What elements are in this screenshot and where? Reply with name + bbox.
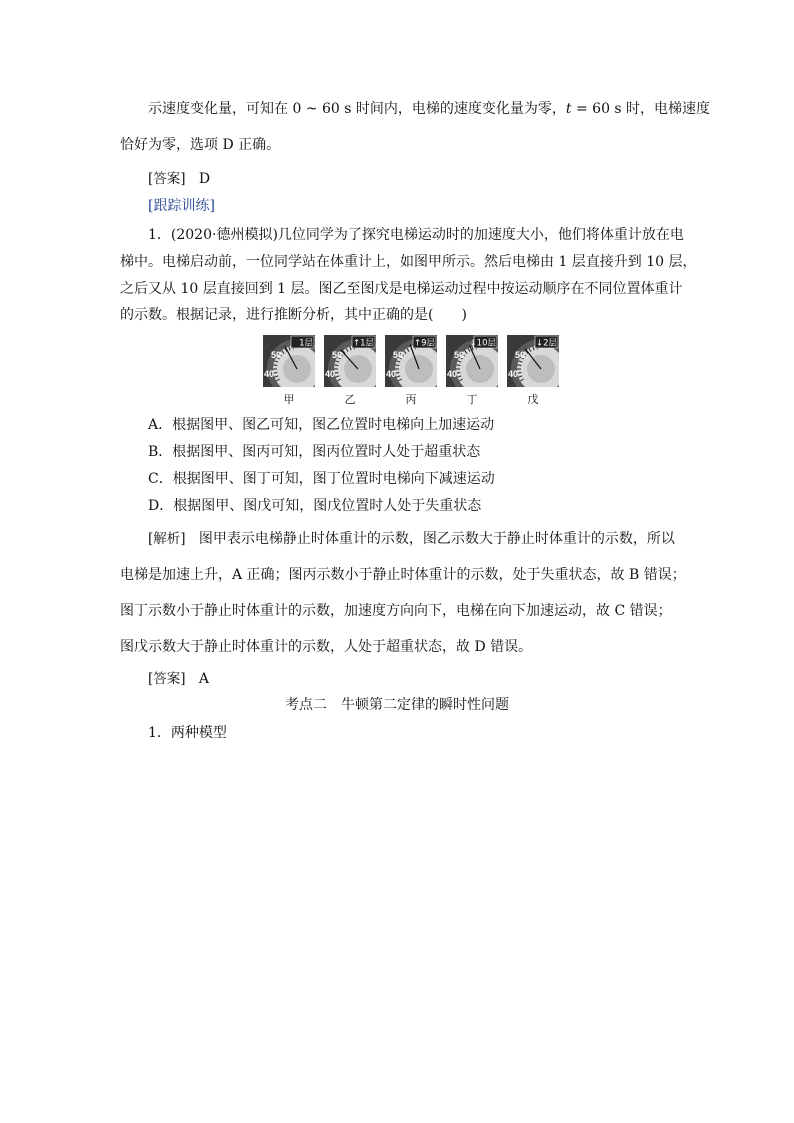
analysis-line — [148, 531, 675, 547]
scale-dial-image — [324, 335, 376, 387]
subsection-title: 1．两种模型 — [148, 725, 227, 741]
option-d: D．根据图甲、图戊可知，图戊位置时人处于失重状态 — [148, 498, 482, 514]
answer-label: [答案] — [148, 171, 186, 187]
dial-tick — [517, 365, 521, 366]
dial-label-50: 50 — [332, 350, 343, 360]
dial-label-50: 50 — [393, 350, 404, 360]
analysis-text: 图甲表示电梯静止时体重计的示数，图乙示数大于静止时体重计的示数，所以 — [198, 531, 675, 547]
paragraph-line: 恰好为零，选项 D 正确。 — [120, 137, 281, 153]
scale-dial-image — [446, 335, 498, 387]
analysis-line: 图戊示数大于静止时体重计的示数，人处于超重状态，故 D 错误。 — [120, 639, 533, 655]
scale-photo-1 — [263, 335, 315, 387]
floor-label: 1层 — [299, 338, 313, 349]
question-line: 的示数。根据记录，进行推断分析，其中正确的是( ) — [120, 307, 467, 323]
dial-tick — [395, 365, 399, 366]
caption-bing: 丙 — [405, 393, 417, 406]
dial-label-40: 40 — [325, 369, 336, 379]
dial-label-50: 50 — [515, 350, 526, 360]
analysis-line: 图丁示数小于静止时体重计的示数，加速度方向向下，电梯在向下加速运动，故 C 错误； — [120, 603, 672, 619]
answer-line — [148, 171, 210, 187]
floor-label: ↓10层 — [469, 338, 496, 349]
floor-label: ↑1层 — [352, 338, 374, 349]
scale-photo-4 — [446, 335, 498, 387]
caption-yi: 乙 — [344, 393, 356, 406]
scale-photo-3 — [385, 335, 437, 387]
option-b: B．根据图甲、图丙可知，图丙位置时人处于超重状态 — [148, 444, 481, 460]
dial-tick — [273, 365, 277, 366]
floor-label: ↓2层 — [535, 338, 557, 349]
dial-tick — [334, 365, 338, 366]
dial-label-40: 40 — [264, 369, 275, 379]
option-a: A．根据图甲、图乙可知，图乙位置时电梯向上加速运动 — [148, 417, 495, 433]
dial-label-40: 40 — [386, 369, 397, 379]
option-c: C．根据图甲、图丁可知，图丁位置时电梯向下减速运动 — [148, 471, 495, 487]
question-line: 1．(2020·德州模拟)几位同学为了探究电梯运动时的加速度大小，他们将体重计放在电 — [148, 227, 684, 243]
caption-wu: 戊 — [527, 393, 539, 406]
analysis-label: [解析] — [148, 531, 186, 547]
scale-photo-5 — [507, 335, 559, 387]
section-title: 考点二 牛顿第二定律的瞬时性问题 — [285, 697, 509, 713]
text: 示速度变化量，可知在 0 ~ 60 s 时间内，电梯的速度变化量为零， — [148, 101, 566, 117]
dial-tick — [456, 365, 460, 366]
scale-dial-image — [385, 335, 437, 387]
scale-photo-2 — [324, 335, 376, 387]
paragraph-line — [148, 101, 710, 117]
answer-line — [148, 671, 209, 687]
variable-t: t — [565, 101, 572, 117]
floor-label: ↑9层 — [413, 338, 435, 349]
text: = 60 s 时，电梯速度 — [571, 101, 711, 117]
question-line: 之后又从 10 层直接回到 1 层。图乙至图戊是电梯运动过程中按运动顺序在不同位置体重计 — [120, 281, 683, 297]
dial-label-40: 40 — [508, 369, 519, 379]
dial-label-50: 50 — [454, 350, 465, 360]
question-line: 梯中。电梯启动前，一位同学站在体重计上，如图甲所示。然后电梯由 1 层直接升到 10 层， — [120, 254, 697, 270]
analysis-line: 电梯是加速上升，A 正确；图丙示数小于静止时体重计的示数，处于失重状态，故 B 错误； — [120, 567, 686, 583]
dial-label-40: 40 — [447, 369, 458, 379]
caption-jia: 甲 — [283, 393, 295, 406]
answer-value: A — [198, 671, 210, 687]
scale-dial-image — [507, 335, 559, 387]
caption-ding: 丁 — [466, 393, 478, 406]
scale-photos-figure — [263, 335, 559, 387]
answer-label: [答案] — [148, 671, 186, 687]
answer-value: D — [198, 171, 211, 187]
dial-label-50: 50 — [271, 350, 282, 360]
scale-dial-image — [263, 335, 315, 387]
follow-training-title: [跟踪训练] — [148, 198, 215, 214]
